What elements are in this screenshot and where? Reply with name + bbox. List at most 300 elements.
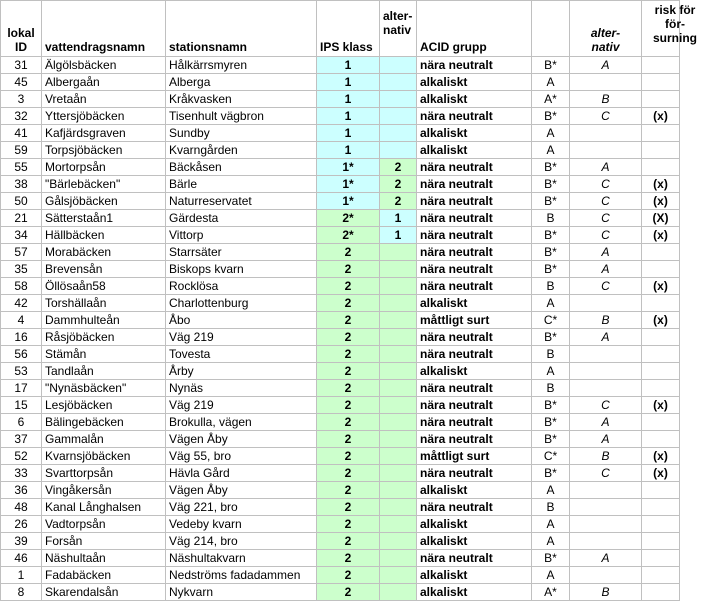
cell-risk[interactable]: (x) (642, 278, 680, 295)
cell-risk[interactable] (642, 414, 680, 431)
cell-risk[interactable]: (x) (642, 108, 680, 125)
cell-acid-code[interactable]: B* (532, 193, 570, 210)
cell-acid-grupp[interactable]: nära neutralt (417, 176, 532, 193)
cell-lokal-id[interactable]: 46 (1, 550, 42, 567)
cell-lokal-id[interactable]: 26 (1, 516, 42, 533)
cell-ips-klass[interactable]: 1* (317, 159, 380, 176)
cell-risk[interactable] (642, 380, 680, 397)
cell-ips-alternativ[interactable] (380, 74, 417, 91)
cell-acid-code[interactable]: A (532, 482, 570, 499)
cell-acid-alternativ[interactable]: C (570, 227, 642, 244)
cell-risk[interactable] (642, 550, 680, 567)
cell-vattendragsnamn[interactable]: Albergaån (42, 74, 166, 91)
cell-risk[interactable]: (x) (642, 465, 680, 482)
cell-ips-klass[interactable]: 1 (317, 91, 380, 108)
cell-acid-grupp[interactable]: nära neutralt (417, 57, 532, 74)
cell-acid-code[interactable]: A (532, 74, 570, 91)
cell-stationsnamn[interactable]: Charlottenburg (166, 295, 317, 312)
cell-vattendragsnamn[interactable]: Älgölsbäcken (42, 57, 166, 74)
cell-vattendragsnamn[interactable]: Dammhulteån (42, 312, 166, 329)
cell-risk[interactable]: (x) (642, 227, 680, 244)
table-row (1, 584, 680, 601)
cell-vattendragsnamn[interactable]: Gammalån (42, 431, 166, 448)
cell-acid-code[interactable]: B* (532, 176, 570, 193)
cell-acid-code[interactable]: B (532, 210, 570, 227)
cell-acid-alternativ[interactable]: A (570, 57, 642, 74)
cell-ips-klass[interactable]: 2 (317, 499, 380, 516)
cell-vattendragsnamn[interactable]: Morabäcken (42, 244, 166, 261)
cell-lokal-id[interactable]: 4 (1, 312, 42, 329)
cell-stationsnamn[interactable]: Väg 221, bro (166, 499, 317, 516)
cell-acid-code[interactable]: B (532, 346, 570, 363)
cell-vattendragsnamn[interactable]: Vingåkersån (42, 482, 166, 499)
cell-acid-grupp[interactable]: nära neutralt (417, 465, 532, 482)
cell-risk[interactable] (642, 567, 680, 584)
cell-lokal-id[interactable]: 48 (1, 499, 42, 516)
cell-vattendragsnamn[interactable]: Näshultaån (42, 550, 166, 567)
cell-acid-alternativ[interactable]: C (570, 210, 642, 227)
cell-lokal-id[interactable]: 55 (1, 159, 42, 176)
cell-acid-grupp[interactable]: måttligt surt (417, 312, 532, 329)
cell-acid-alternativ[interactable] (570, 499, 642, 516)
cell-ips-klass[interactable]: 2 (317, 431, 380, 448)
cell-stationsnamn[interactable]: Vägen Åby (166, 482, 317, 499)
cell-stationsnamn[interactable]: Nedströms fadadammen (166, 567, 317, 584)
cell-lokal-id[interactable]: 15 (1, 397, 42, 414)
cell-acid-grupp[interactable]: alkaliskt (417, 125, 532, 142)
cell-lokal-id[interactable]: 58 (1, 278, 42, 295)
cell-ips-klass[interactable]: 2 (317, 329, 380, 346)
col-header-vattendragsnamn[interactable]: vattendragsnamn (42, 1, 166, 57)
cell-stationsnamn[interactable]: Tovesta (166, 346, 317, 363)
cell-ips-alternativ[interactable] (380, 414, 417, 431)
cell-ips-alternativ[interactable] (380, 329, 417, 346)
cell-ips-alternativ[interactable]: 2 (380, 159, 417, 176)
cell-ips-alternativ[interactable]: 2 (380, 193, 417, 210)
cell-stationsnamn[interactable]: Hävla Gård (166, 465, 317, 482)
cell-acid-grupp[interactable]: nära neutralt (417, 244, 532, 261)
cell-acid-grupp[interactable]: alkaliskt (417, 363, 532, 380)
cell-acid-alternativ[interactable]: B (570, 312, 642, 329)
cell-ips-alternativ[interactable] (380, 142, 417, 159)
cell-ips-klass[interactable]: 1 (317, 57, 380, 74)
cell-lokal-id[interactable]: 16 (1, 329, 42, 346)
cell-acid-code[interactable]: B* (532, 431, 570, 448)
cell-lokal-id[interactable]: 33 (1, 465, 42, 482)
cell-acid-alternativ[interactable]: B (570, 91, 642, 108)
cell-risk[interactable]: (x) (642, 176, 680, 193)
cell-stationsnamn[interactable]: Nykvarn (166, 584, 317, 601)
cell-acid-alternativ[interactable] (570, 516, 642, 533)
table-row (1, 499, 680, 516)
cell-stationsnamn[interactable]: Brokulla, vägen (166, 414, 317, 431)
cell-ips-alternativ[interactable] (380, 363, 417, 380)
cell-acid-alternativ[interactable]: C (570, 176, 642, 193)
cell-lokal-id[interactable]: 1 (1, 567, 42, 584)
cell-acid-grupp[interactable]: alkaliskt (417, 482, 532, 499)
cell-acid-grupp[interactable]: alkaliskt (417, 516, 532, 533)
cell-acid-code[interactable]: C* (532, 448, 570, 465)
cell-acid-alternativ[interactable]: A (570, 431, 642, 448)
cell-lokal-id[interactable]: 8 (1, 584, 42, 601)
cell-acid-code[interactable]: A* (532, 584, 570, 601)
cell-stationsnamn[interactable]: Åbo (166, 312, 317, 329)
cell-ips-klass[interactable]: 2 (317, 346, 380, 363)
cell-risk[interactable] (642, 244, 680, 261)
cell-acid-alternativ[interactable]: A (570, 414, 642, 431)
cell-ips-klass[interactable]: 2 (317, 312, 380, 329)
cell-ips-klass[interactable]: 2 (317, 550, 380, 567)
cell-ips-alternativ[interactable] (380, 550, 417, 567)
cell-acid-alternativ[interactable]: C (570, 465, 642, 482)
cell-acid-grupp[interactable]: alkaliskt (417, 74, 532, 91)
cell-lokal-id[interactable]: 50 (1, 193, 42, 210)
cell-risk[interactable]: (x) (642, 193, 680, 210)
cell-acid-alternativ[interactable] (570, 142, 642, 159)
cell-lokal-id[interactable]: 17 (1, 380, 42, 397)
cell-ips-alternativ[interactable] (380, 57, 417, 74)
cell-lokal-id[interactable]: 57 (1, 244, 42, 261)
cell-vattendragsnamn[interactable]: Svarttorpsån (42, 465, 166, 482)
cell-ips-alternativ[interactable] (380, 448, 417, 465)
cell-lokal-id[interactable]: 38 (1, 176, 42, 193)
cell-lokal-id[interactable]: 36 (1, 482, 42, 499)
cell-ips-klass[interactable]: 2 (317, 567, 380, 584)
cell-ips-alternativ[interactable] (380, 465, 417, 482)
cell-lokal-id[interactable]: 59 (1, 142, 42, 159)
cell-ips-klass[interactable]: 2 (317, 482, 380, 499)
cell-ips-klass[interactable]: 2* (317, 210, 380, 227)
cell-acid-alternativ[interactable] (570, 363, 642, 380)
cell-acid-alternativ[interactable] (570, 533, 642, 550)
cell-acid-alternativ[interactable]: A (570, 550, 642, 567)
cell-vattendragsnamn[interactable]: Skarendalsån (42, 584, 166, 601)
cell-lokal-id[interactable]: 3 (1, 91, 42, 108)
cell-acid-alternativ[interactable]: C (570, 193, 642, 210)
cell-stationsnamn[interactable]: Naturreservatet (166, 193, 317, 210)
cell-acid-grupp[interactable]: nära neutralt (417, 329, 532, 346)
cell-ips-alternativ[interactable] (380, 516, 417, 533)
cell-acid-alternativ[interactable]: B (570, 584, 642, 601)
cell-ips-klass[interactable]: 2 (317, 363, 380, 380)
cell-risk[interactable] (642, 142, 680, 159)
cell-ips-klass[interactable]: 2 (317, 295, 380, 312)
cell-ips-alternativ[interactable] (380, 584, 417, 601)
cell-risk[interactable]: (X) (642, 210, 680, 227)
cell-ips-klass[interactable]: 1 (317, 74, 380, 91)
cell-ips-klass[interactable]: 1 (317, 125, 380, 142)
cell-acid-alternativ[interactable] (570, 567, 642, 584)
cell-vattendragsnamn[interactable]: Kanal Långhalsen (42, 499, 166, 516)
cell-ips-alternativ[interactable] (380, 380, 417, 397)
cell-ips-klass[interactable]: 2 (317, 261, 380, 278)
cell-lokal-id[interactable]: 39 (1, 533, 42, 550)
cell-risk[interactable]: (x) (642, 397, 680, 414)
cell-acid-grupp[interactable]: alkaliskt (417, 91, 532, 108)
cell-vattendragsnamn[interactable]: Kvarnsjöbäcken (42, 448, 166, 465)
cell-acid-code[interactable]: B* (532, 244, 570, 261)
cell-stationsnamn[interactable]: Näshultakvarn (166, 550, 317, 567)
cell-acid-code[interactable]: A (532, 363, 570, 380)
cell-acid-code[interactable]: A (532, 516, 570, 533)
cell-acid-grupp[interactable]: nära neutralt (417, 108, 532, 125)
cell-vattendragsnamn[interactable]: Bälingebäcken (42, 414, 166, 431)
cell-ips-alternativ[interactable] (380, 108, 417, 125)
cell-ips-klass[interactable]: 2 (317, 244, 380, 261)
cell-vattendragsnamn[interactable]: Vretaån (42, 91, 166, 108)
cell-stationsnamn[interactable]: Hålkärrsmyren (166, 57, 317, 74)
cell-stationsnamn[interactable]: Rocklösa (166, 278, 317, 295)
cell-acid-grupp[interactable]: nära neutralt (417, 193, 532, 210)
cell-risk[interactable] (642, 57, 680, 74)
cell-acid-grupp[interactable]: nära neutralt (417, 346, 532, 363)
cell-stationsnamn[interactable]: Vedeby kvarn (166, 516, 317, 533)
cell-stationsnamn[interactable]: Sundby (166, 125, 317, 142)
cell-ips-klass[interactable]: 2 (317, 533, 380, 550)
cell-risk[interactable] (642, 516, 680, 533)
cell-risk[interactable] (642, 295, 680, 312)
cell-risk[interactable] (642, 91, 680, 108)
cell-acid-alternativ[interactable]: A (570, 329, 642, 346)
cell-risk[interactable] (642, 363, 680, 380)
cell-ips-alternativ[interactable]: 2 (380, 176, 417, 193)
cell-acid-grupp[interactable]: alkaliskt (417, 567, 532, 584)
cell-stationsnamn[interactable]: Gärdesta (166, 210, 317, 227)
cell-ips-alternativ[interactable] (380, 261, 417, 278)
table-row (1, 193, 680, 210)
cell-acid-alternativ[interactable]: A (570, 261, 642, 278)
cell-stationsnamn[interactable]: Tisenhult vägbron (166, 108, 317, 125)
cell-acid-grupp[interactable]: nära neutralt (417, 227, 532, 244)
cell-acid-alternativ[interactable]: C (570, 397, 642, 414)
cell-ips-alternativ[interactable] (380, 567, 417, 584)
cell-stationsnamn[interactable]: Kråkvasken (166, 91, 317, 108)
cell-acid-alternativ[interactable]: A (570, 159, 642, 176)
cell-acid-alternativ[interactable] (570, 125, 642, 142)
cell-acid-grupp[interactable]: alkaliskt (417, 295, 532, 312)
cell-risk[interactable] (642, 159, 680, 176)
cell-ips-klass[interactable]: 2 (317, 584, 380, 601)
cell-acid-code[interactable]: B* (532, 414, 570, 431)
cell-risk[interactable] (642, 329, 680, 346)
cell-risk[interactable] (642, 261, 680, 278)
cell-ips-alternativ[interactable] (380, 482, 417, 499)
cell-acid-code[interactable]: B* (532, 550, 570, 567)
cell-acid-code[interactable]: B* (532, 159, 570, 176)
cell-stationsnamn[interactable]: Väg 219 (166, 329, 317, 346)
cell-lokal-id[interactable]: 56 (1, 346, 42, 363)
cell-lokal-id[interactable]: 42 (1, 295, 42, 312)
cell-ips-alternativ[interactable] (380, 312, 417, 329)
cell-acid-code[interactable]: A (532, 142, 570, 159)
cell-acid-grupp[interactable]: måttligt surt (417, 448, 532, 465)
cell-acid-code[interactable]: A (532, 295, 570, 312)
cell-risk[interactable] (642, 346, 680, 363)
col-header-lokal-id[interactable]: lokal ID (1, 1, 42, 57)
cell-acid-code[interactable]: B* (532, 57, 570, 74)
cell-acid-grupp[interactable]: nära neutralt (417, 550, 532, 567)
cell-acid-alternativ[interactable] (570, 346, 642, 363)
cell-ips-alternativ[interactable] (380, 295, 417, 312)
cell-acid-code[interactable]: B* (532, 227, 570, 244)
cell-vattendragsnamn[interactable]: Yttersjöbäcken (42, 108, 166, 125)
cell-risk[interactable] (642, 499, 680, 516)
cell-stationsnamn[interactable]: Biskops kvarn (166, 261, 317, 278)
cell-vattendragsnamn[interactable]: Tandlaån (42, 363, 166, 380)
cell-risk[interactable]: (x) (642, 312, 680, 329)
cell-vattendragsnamn[interactable]: Gålsjöbäcken (42, 193, 166, 210)
cell-acid-grupp[interactable]: nära neutralt (417, 261, 532, 278)
cell-acid-code[interactable]: A (532, 567, 570, 584)
cell-lokal-id[interactable]: 6 (1, 414, 42, 431)
cell-acid-code[interactable]: B* (532, 261, 570, 278)
cell-ips-klass[interactable]: 2 (317, 380, 380, 397)
cell-vattendragsnamn[interactable]: Brevensån (42, 261, 166, 278)
cell-vattendragsnamn[interactable]: Kafjärdsgraven (42, 125, 166, 142)
cell-lokal-id[interactable]: 21 (1, 210, 42, 227)
cell-stationsnamn[interactable]: Väg 55, bro (166, 448, 317, 465)
cell-acid-code[interactable]: A (532, 533, 570, 550)
cell-ips-alternativ[interactable] (380, 499, 417, 516)
cell-vattendragsnamn[interactable]: Forsån (42, 533, 166, 550)
cell-vattendragsnamn[interactable]: Sätterstaån1 (42, 210, 166, 227)
cell-vattendragsnamn[interactable]: Råsjöbäcken (42, 329, 166, 346)
cell-acid-grupp[interactable]: nära neutralt (417, 278, 532, 295)
cell-lokal-id[interactable]: 53 (1, 363, 42, 380)
cell-acid-alternativ[interactable]: B (570, 448, 642, 465)
cell-acid-alternativ[interactable] (570, 74, 642, 91)
cell-acid-grupp[interactable]: alkaliskt (417, 584, 532, 601)
cell-acid-grupp[interactable]: nära neutralt (417, 431, 532, 448)
col-header-acid-grupp-code[interactable] (532, 1, 570, 57)
cell-ips-klass[interactable]: 2 (317, 516, 380, 533)
cell-risk[interactable]: (x) (642, 448, 680, 465)
cell-stationsnamn[interactable]: Bäckåsen (166, 159, 317, 176)
cell-ips-alternativ[interactable]: 1 (380, 210, 417, 227)
cell-ips-alternativ[interactable] (380, 397, 417, 414)
cell-ips-klass[interactable]: 1* (317, 193, 380, 210)
cell-stationsnamn[interactable]: Väg 214, bro (166, 533, 317, 550)
cell-acid-code[interactable]: A* (532, 91, 570, 108)
cell-vattendragsnamn[interactable]: Fadabäcken (42, 567, 166, 584)
cell-vattendragsnamn[interactable]: Torshällaån (42, 295, 166, 312)
cell-lokal-id[interactable]: 45 (1, 74, 42, 91)
cell-vattendragsnamn[interactable]: "Nynäsbäcken" (42, 380, 166, 397)
cell-vattendragsnamn[interactable]: "Bärlebäcken" (42, 176, 166, 193)
cell-acid-code[interactable]: B* (532, 108, 570, 125)
cell-acid-code[interactable]: A (532, 125, 570, 142)
cell-ips-alternativ[interactable]: 1 (380, 227, 417, 244)
cell-vattendragsnamn[interactable]: Hällbäcken (42, 227, 166, 244)
cell-ips-klass[interactable]: 1 (317, 108, 380, 125)
cell-ips-klass[interactable]: 2* (317, 227, 380, 244)
col-header-stationsnamn[interactable]: stationsnamn (166, 1, 317, 57)
cell-lokal-id[interactable]: 41 (1, 125, 42, 142)
col-header-acid-grupp[interactable]: ACID grupp (417, 1, 532, 57)
cell-risk[interactable] (642, 482, 680, 499)
cell-risk[interactable] (642, 584, 680, 601)
cell-vattendragsnamn[interactable]: Stämån (42, 346, 166, 363)
cell-acid-grupp[interactable]: nära neutralt (417, 159, 532, 176)
cell-acid-grupp[interactable]: alkaliskt (417, 533, 532, 550)
cell-stationsnamn[interactable]: Väg 219 (166, 397, 317, 414)
cell-lokal-id[interactable]: 34 (1, 227, 42, 244)
cell-risk[interactable] (642, 125, 680, 142)
cell-ips-klass[interactable]: 1 (317, 142, 380, 159)
col-header-ips-klass[interactable]: IPS klass (317, 1, 380, 57)
cell-acid-code[interactable]: B* (532, 397, 570, 414)
cell-acid-grupp[interactable]: nära neutralt (417, 414, 532, 431)
cell-lokal-id[interactable]: 35 (1, 261, 42, 278)
cell-ips-klass[interactable]: 2 (317, 448, 380, 465)
cell-ips-alternativ[interactable] (380, 431, 417, 448)
cell-ips-alternativ[interactable] (380, 533, 417, 550)
col-header-acid-alternativ[interactable]: alter-nativ (570, 1, 642, 57)
cell-ips-alternativ[interactable] (380, 125, 417, 142)
cell-acid-alternativ[interactable]: C (570, 278, 642, 295)
col-header-risk[interactable]: risk för för-surning (642, 1, 680, 57)
col-header-ips-alternativ[interactable]: alter-nativ (380, 1, 417, 57)
cell-acid-grupp[interactable]: nära neutralt (417, 499, 532, 516)
cell-ips-alternativ[interactable] (380, 244, 417, 261)
cell-acid-grupp[interactable]: nära neutralt (417, 397, 532, 414)
cell-stationsnamn[interactable]: Nynäs (166, 380, 317, 397)
cell-acid-grupp[interactable]: nära neutralt (417, 210, 532, 227)
cell-vattendragsnamn[interactable]: Mortorpsån (42, 159, 166, 176)
cell-ips-klass[interactable]: 1* (317, 176, 380, 193)
cell-acid-alternativ[interactable] (570, 295, 642, 312)
cell-risk[interactable] (642, 74, 680, 91)
cell-acid-grupp[interactable]: nära neutralt (417, 380, 532, 397)
cell-acid-grupp[interactable]: alkaliskt (417, 142, 532, 159)
cell-ips-alternativ[interactable] (380, 346, 417, 363)
cell-ips-alternativ[interactable] (380, 278, 417, 295)
cell-acid-alternativ[interactable]: A (570, 244, 642, 261)
cell-vattendragsnamn[interactable]: Lesjöbäcken (42, 397, 166, 414)
cell-stationsnamn[interactable]: Vittorp (166, 227, 317, 244)
cell-stationsnamn[interactable]: Kvarngården (166, 142, 317, 159)
cell-acid-alternativ[interactable] (570, 380, 642, 397)
cell-lokal-id[interactable]: 32 (1, 108, 42, 125)
cell-acid-code[interactable]: B* (532, 329, 570, 346)
cell-ips-klass[interactable]: 2 (317, 465, 380, 482)
cell-acid-code[interactable]: B (532, 499, 570, 516)
cell-vattendragsnamn[interactable]: Vadtorpsån (42, 516, 166, 533)
cell-lokal-id[interactable]: 31 (1, 57, 42, 74)
cell-stationsnamn[interactable]: Alberga (166, 74, 317, 91)
cell-acid-code[interactable]: C* (532, 312, 570, 329)
cell-vattendragsnamn[interactable]: Öllösaån58 (42, 278, 166, 295)
cell-acid-alternativ[interactable] (570, 482, 642, 499)
cell-acid-code[interactable]: B* (532, 465, 570, 482)
cell-ips-klass[interactable]: 2 (317, 278, 380, 295)
cell-stationsnamn[interactable]: Årby (166, 363, 317, 380)
cell-lokal-id[interactable]: 52 (1, 448, 42, 465)
cell-lokal-id[interactable]: 37 (1, 431, 42, 448)
cell-risk[interactable] (642, 431, 680, 448)
cell-acid-alternativ[interactable]: C (570, 108, 642, 125)
cell-risk[interactable] (642, 533, 680, 550)
cell-ips-klass[interactable]: 2 (317, 397, 380, 414)
cell-ips-klass[interactable]: 2 (317, 414, 380, 431)
cell-stationsnamn[interactable]: Starrsäter (166, 244, 317, 261)
cell-vattendragsnamn[interactable]: Torpsjöbäcken (42, 142, 166, 159)
cell-acid-code[interactable]: B (532, 380, 570, 397)
cell-stationsnamn[interactable]: Bärle (166, 176, 317, 193)
cell-ips-alternativ[interactable] (380, 91, 417, 108)
cell-acid-code[interactable]: B (532, 278, 570, 295)
cell-stationsnamn[interactable]: Vägen Åby (166, 431, 317, 448)
